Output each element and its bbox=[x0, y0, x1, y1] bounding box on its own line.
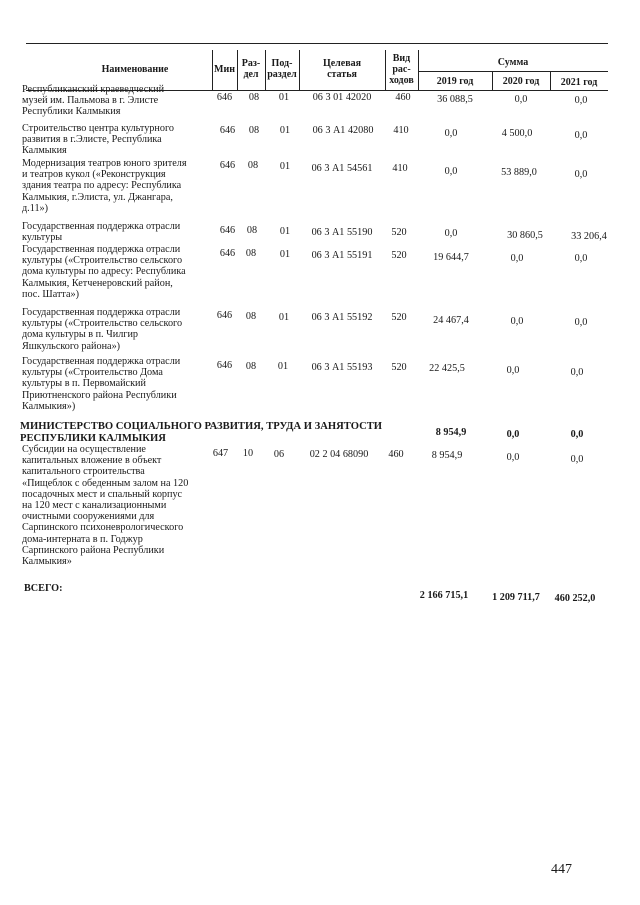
row-name: Республиканский краеведческий музей им. Пальмова в г. Элисте Республики Калмыкия bbox=[22, 84, 165, 118]
row-statya: 06 3 А1 55190 bbox=[311, 227, 373, 238]
summa-divider-rule bbox=[418, 71, 608, 72]
row-podrazdel: 01 bbox=[278, 92, 290, 103]
row-razdel: 08 bbox=[245, 311, 257, 322]
row-name: Государственная поддержка отрасли культуры («Строительство сельского дома культуры в п. Чилгир Яшкульского района») bbox=[22, 307, 183, 352]
row-2021: 0,0 bbox=[574, 130, 588, 141]
row-2019: 19 644,7 bbox=[433, 252, 469, 263]
section-2021: 0,0 bbox=[570, 429, 584, 440]
row-min: 647 bbox=[212, 448, 229, 459]
row-min: 646 bbox=[219, 248, 236, 259]
row-name: Государственная поддержка отрасли культуры («Строительство Дома культуры в п. Первомайский Приютненского района Республики Калмыкия») bbox=[22, 356, 181, 412]
row-2020: 0,0 bbox=[510, 316, 524, 327]
row-vid: 520 bbox=[391, 250, 407, 261]
row-2019: 0,0 bbox=[444, 166, 458, 177]
row-razdel: 08 bbox=[248, 125, 260, 136]
row-min: 646 bbox=[219, 125, 236, 136]
row-2021: 0,0 bbox=[570, 454, 584, 465]
row-2021: 0,0 bbox=[574, 317, 588, 328]
row-vid: 460 bbox=[395, 92, 411, 103]
total-2019: 2 166 715,1 bbox=[419, 590, 469, 601]
row-razdel: 08 bbox=[247, 160, 259, 171]
row-podrazdel: 01 bbox=[278, 312, 290, 323]
row-razdel: 08 bbox=[248, 92, 260, 103]
row-vid: 520 bbox=[391, 312, 407, 323]
row-2020: 0,0 bbox=[510, 253, 524, 264]
header-vid: Вид рас- ходов bbox=[389, 53, 414, 86]
row-statya: 06 3 А1 42080 bbox=[312, 125, 374, 136]
row-podrazdel: 01 bbox=[279, 125, 291, 136]
row-2019: 24 467,4 bbox=[433, 315, 469, 326]
row-statya: 06 3 А1 55192 bbox=[311, 312, 373, 323]
row-razdel: 10 bbox=[242, 448, 254, 459]
header-top-rule bbox=[26, 43, 608, 44]
row-min: 646 bbox=[216, 360, 233, 371]
row-name: Государственная поддержка отрасли культуры bbox=[22, 221, 181, 244]
section-heading: МИНИСТЕРСТВО СОЦИАЛЬНОГО РАЗВИТИЯ, ТРУДА И ЗАНЯТОСТИ РЕСПУБЛИКИ КАЛМЫКИЯ bbox=[20, 421, 383, 444]
row-2020: 30 860,5 bbox=[507, 230, 543, 241]
row-min: 646 bbox=[216, 92, 233, 103]
row-podrazdel: 01 bbox=[279, 161, 291, 172]
row-vid: 410 bbox=[392, 163, 408, 174]
row-min: 646 bbox=[216, 310, 233, 321]
row-2021: 0,0 bbox=[570, 367, 584, 378]
row-razdel: 08 bbox=[245, 361, 257, 372]
header-razdel: Раз- дел bbox=[241, 58, 261, 80]
row-2020: 53 889,0 bbox=[501, 167, 537, 178]
row-statya: 02 2 04 68090 bbox=[309, 449, 369, 460]
row-statya: 06 3 01 42020 bbox=[312, 92, 372, 103]
header-statya: Целевая статья bbox=[322, 58, 362, 80]
row-2021: 0,0 bbox=[574, 95, 588, 106]
section-2020: 0,0 bbox=[506, 429, 520, 440]
header-2021: 2021 год bbox=[560, 77, 598, 88]
row-2020: 0,0 bbox=[506, 365, 520, 376]
header-podrazdel: Под- раздел bbox=[267, 58, 297, 80]
total-label: ВСЕГО: bbox=[24, 583, 63, 594]
row-min: 646 bbox=[219, 225, 236, 236]
row-2019: 22 425,5 bbox=[429, 363, 465, 374]
row-2019: 0,0 bbox=[444, 228, 458, 239]
row-statya: 06 3 А1 55191 bbox=[311, 250, 373, 261]
row-2021: 0,0 bbox=[574, 169, 588, 180]
row-vid: 520 bbox=[391, 362, 407, 373]
header-2020: 2020 год bbox=[502, 76, 540, 87]
row-podrazdel: 01 bbox=[279, 226, 291, 237]
row-podrazdel: 01 bbox=[277, 361, 289, 372]
row-2019: 8 954,9 bbox=[431, 450, 463, 461]
row-2019: 0,0 bbox=[444, 128, 458, 139]
row-vid: 410 bbox=[393, 125, 409, 136]
row-name: Субсидии на осуществление капитальных вложение в объект капитального строительства «Пищеблок с обеденным залом на 120 посадочных мест и спальный корпус на 120 мест с канализационными очистными сооружениями для Сарпинского психоневрологического дома-интерната в п. Годжур Сарпинского района Республики Калмыкия» bbox=[22, 444, 189, 568]
row-statya: 06 3 А1 54561 bbox=[311, 163, 373, 174]
section-2019: 8 954,9 bbox=[435, 427, 467, 438]
row-podrazdel: 01 bbox=[279, 249, 291, 260]
row-vid: 520 bbox=[391, 227, 407, 238]
page-number: 447 bbox=[551, 862, 572, 877]
total-2021: 460 252,0 bbox=[554, 593, 596, 604]
header-2019: 2019 год bbox=[436, 76, 474, 87]
row-2020: 0,0 bbox=[514, 94, 528, 105]
row-2021: 0,0 bbox=[574, 253, 588, 264]
row-name: Модернизация театров юного зрителя и театров кукол («Реконструкция здания театра по адресу: Республика Калмыкия, г.Элиста, ул. Джангара, д.11») bbox=[22, 158, 187, 214]
row-2020: 4 500,0 bbox=[501, 128, 533, 139]
total-2020: 1 209 711,7 bbox=[492, 592, 540, 603]
row-statya: 06 3 А1 55193 bbox=[311, 362, 373, 373]
header-summa: Сумма bbox=[497, 57, 529, 68]
row-razdel: 08 bbox=[246, 225, 258, 236]
row-name: Строительство центра культурного развития в г.Элисте, Республика Калмыкия bbox=[22, 123, 174, 157]
row-podrazdel: 06 bbox=[273, 449, 285, 460]
row-razdel: 08 bbox=[245, 248, 257, 259]
row-name: Государственная поддержка отрасли культуры («Строительство сельского дома культуры по адресу: Республика Калмыкия, Кетченеровский район, пос. Шатта») bbox=[22, 244, 186, 300]
header-name: Наименование bbox=[101, 64, 169, 75]
row-2019: 36 088,5 bbox=[437, 94, 473, 105]
row-2021: 33 206,4 bbox=[571, 231, 607, 242]
row-min: 646 bbox=[219, 160, 236, 171]
row-vid: 460 bbox=[388, 449, 404, 460]
header-min: Мин bbox=[214, 64, 235, 75]
row-2020: 0,0 bbox=[506, 452, 520, 463]
